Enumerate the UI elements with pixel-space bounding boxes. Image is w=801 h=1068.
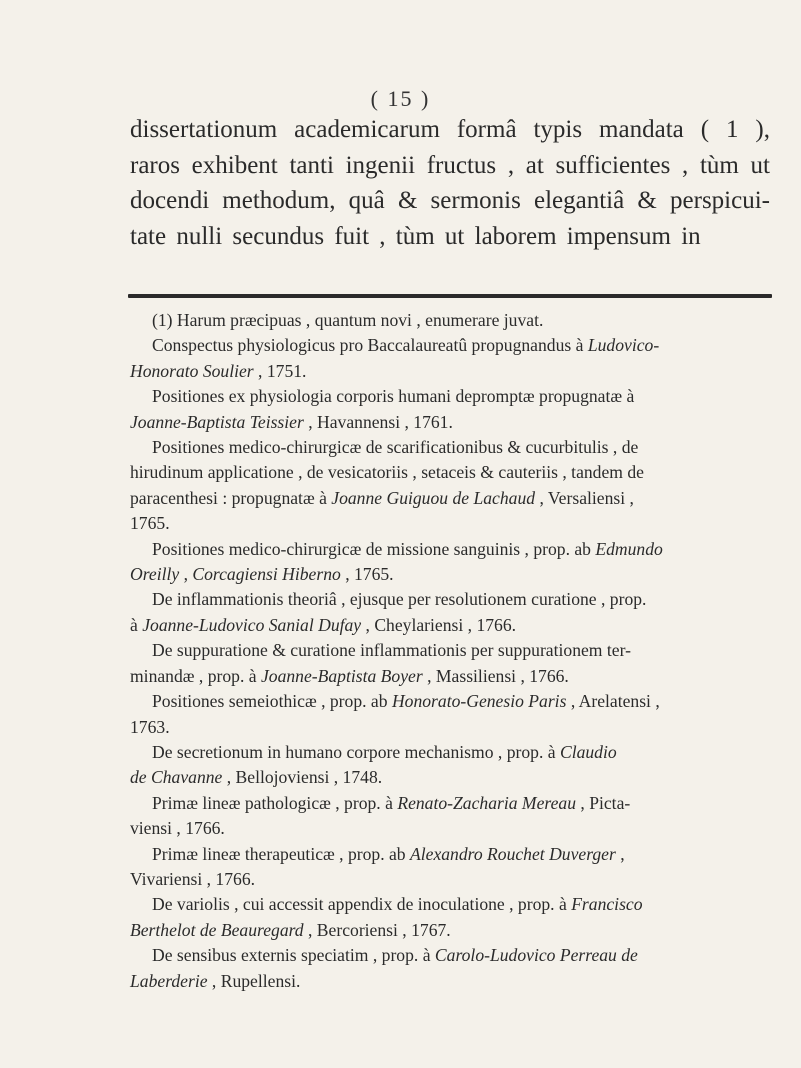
footnote-line: viensi , 1766. bbox=[130, 818, 225, 839]
footnote-separator-rule bbox=[128, 294, 772, 298]
footnote-line: De inflammationis theoriâ , ejusque per resolutionem curatione , prop. bbox=[152, 589, 647, 610]
main-text-line: docendi methodum, quâ & sermonis elegantiâ & perspicui- bbox=[130, 187, 770, 214]
main-text-line: raros exhibent tanti ingenii fructus , at sufficientes , tùm ut bbox=[130, 151, 770, 179]
footnote-line: à Joanne-Ludovico Sanial Dufay , Cheylariensi , 1766. bbox=[130, 614, 517, 635]
footnote-line: Oreilly , Corcagiensi Hiberno , 1765. bbox=[130, 564, 394, 585]
main-text-block bbox=[130, 112, 770, 254]
footnote-line: De secretionum in humano corpore mechanismo , prop. à Claudio bbox=[152, 741, 617, 762]
footnote-block bbox=[130, 308, 770, 994]
footnote-line: hirudinum applicatione , de vesicatoriis , setaceis & cauteriis , tandem de bbox=[130, 462, 644, 483]
footnote-line: De sensibus externis speciatim , prop. à Carolo-Ludovico Perreau de bbox=[152, 945, 638, 966]
footnote-line: paracenthesi : propugnatæ à Joanne Guiguou de Lachaud , Versaliensi , bbox=[130, 487, 634, 508]
footnote-line: 1765. bbox=[130, 513, 170, 534]
footnote-line: minandæ , prop. à Joanne-Baptista Boyer , Massiliensi , 1766. bbox=[130, 665, 569, 686]
footnote-line: de Chavanne , Bellojoviensi , 1748. bbox=[130, 767, 383, 788]
footnote-line: Positiones medico-chirurgicæ de scarificationibus & cucurbitulis , de bbox=[152, 437, 639, 458]
footnote-line: Vivariensi , 1766. bbox=[130, 868, 256, 889]
footnote-line: De variolis , cui accessit appendix de inoculatione , prop. à Francisco bbox=[152, 894, 643, 915]
page-number: ( 15 ) bbox=[370, 86, 431, 111]
footnote-line: (1) Harum præcipuas , quantum novi , enumerare juvat. bbox=[152, 310, 544, 330]
footnote-line: Honorato Soulier , 1751. bbox=[130, 360, 307, 381]
footnote-line: Conspectus physiologicus pro Baccalaureatû propugnandus à Ludovico- bbox=[152, 335, 660, 356]
footnote-line: Positiones semeiothicæ , prop. ab Honorato-Genesio Paris , Arelatensi , bbox=[152, 691, 660, 712]
footnote-line: Primæ lineæ therapeuticæ , prop. ab Alexandro Rouchet Duverger , bbox=[152, 843, 625, 864]
footnote-line: 1763. bbox=[130, 716, 170, 737]
footnote-line: Laberderie , Rupellensi. bbox=[130, 970, 301, 991]
footnote-line: Positiones ex physiologia corporis humani depromptæ propugnatæ à bbox=[152, 386, 635, 407]
main-text-line: dissertationum academicarum formâ typis mandata ( 1 ), bbox=[130, 116, 770, 143]
footnote-line: Primæ lineæ pathologicæ , prop. à Renato-Zacharia Mereau , Picta- bbox=[152, 792, 631, 813]
footnote-line: Positiones medico-chirurgicæ de missione sanguinis , prop. ab Edmundo bbox=[152, 538, 663, 559]
footnote-line: Berthelot de Beauregard , Bercoriensi , 1767. bbox=[130, 919, 451, 940]
main-text-line: tate nulli secundus fuit , tùm ut laborem impensum in bbox=[130, 222, 701, 250]
footnote-line: De suppuratione & curatione inflammationis per suppurationem ter- bbox=[152, 640, 631, 661]
footnote-line: Joanne-Baptista Teissier , Havannensi , 1761. bbox=[130, 411, 453, 432]
